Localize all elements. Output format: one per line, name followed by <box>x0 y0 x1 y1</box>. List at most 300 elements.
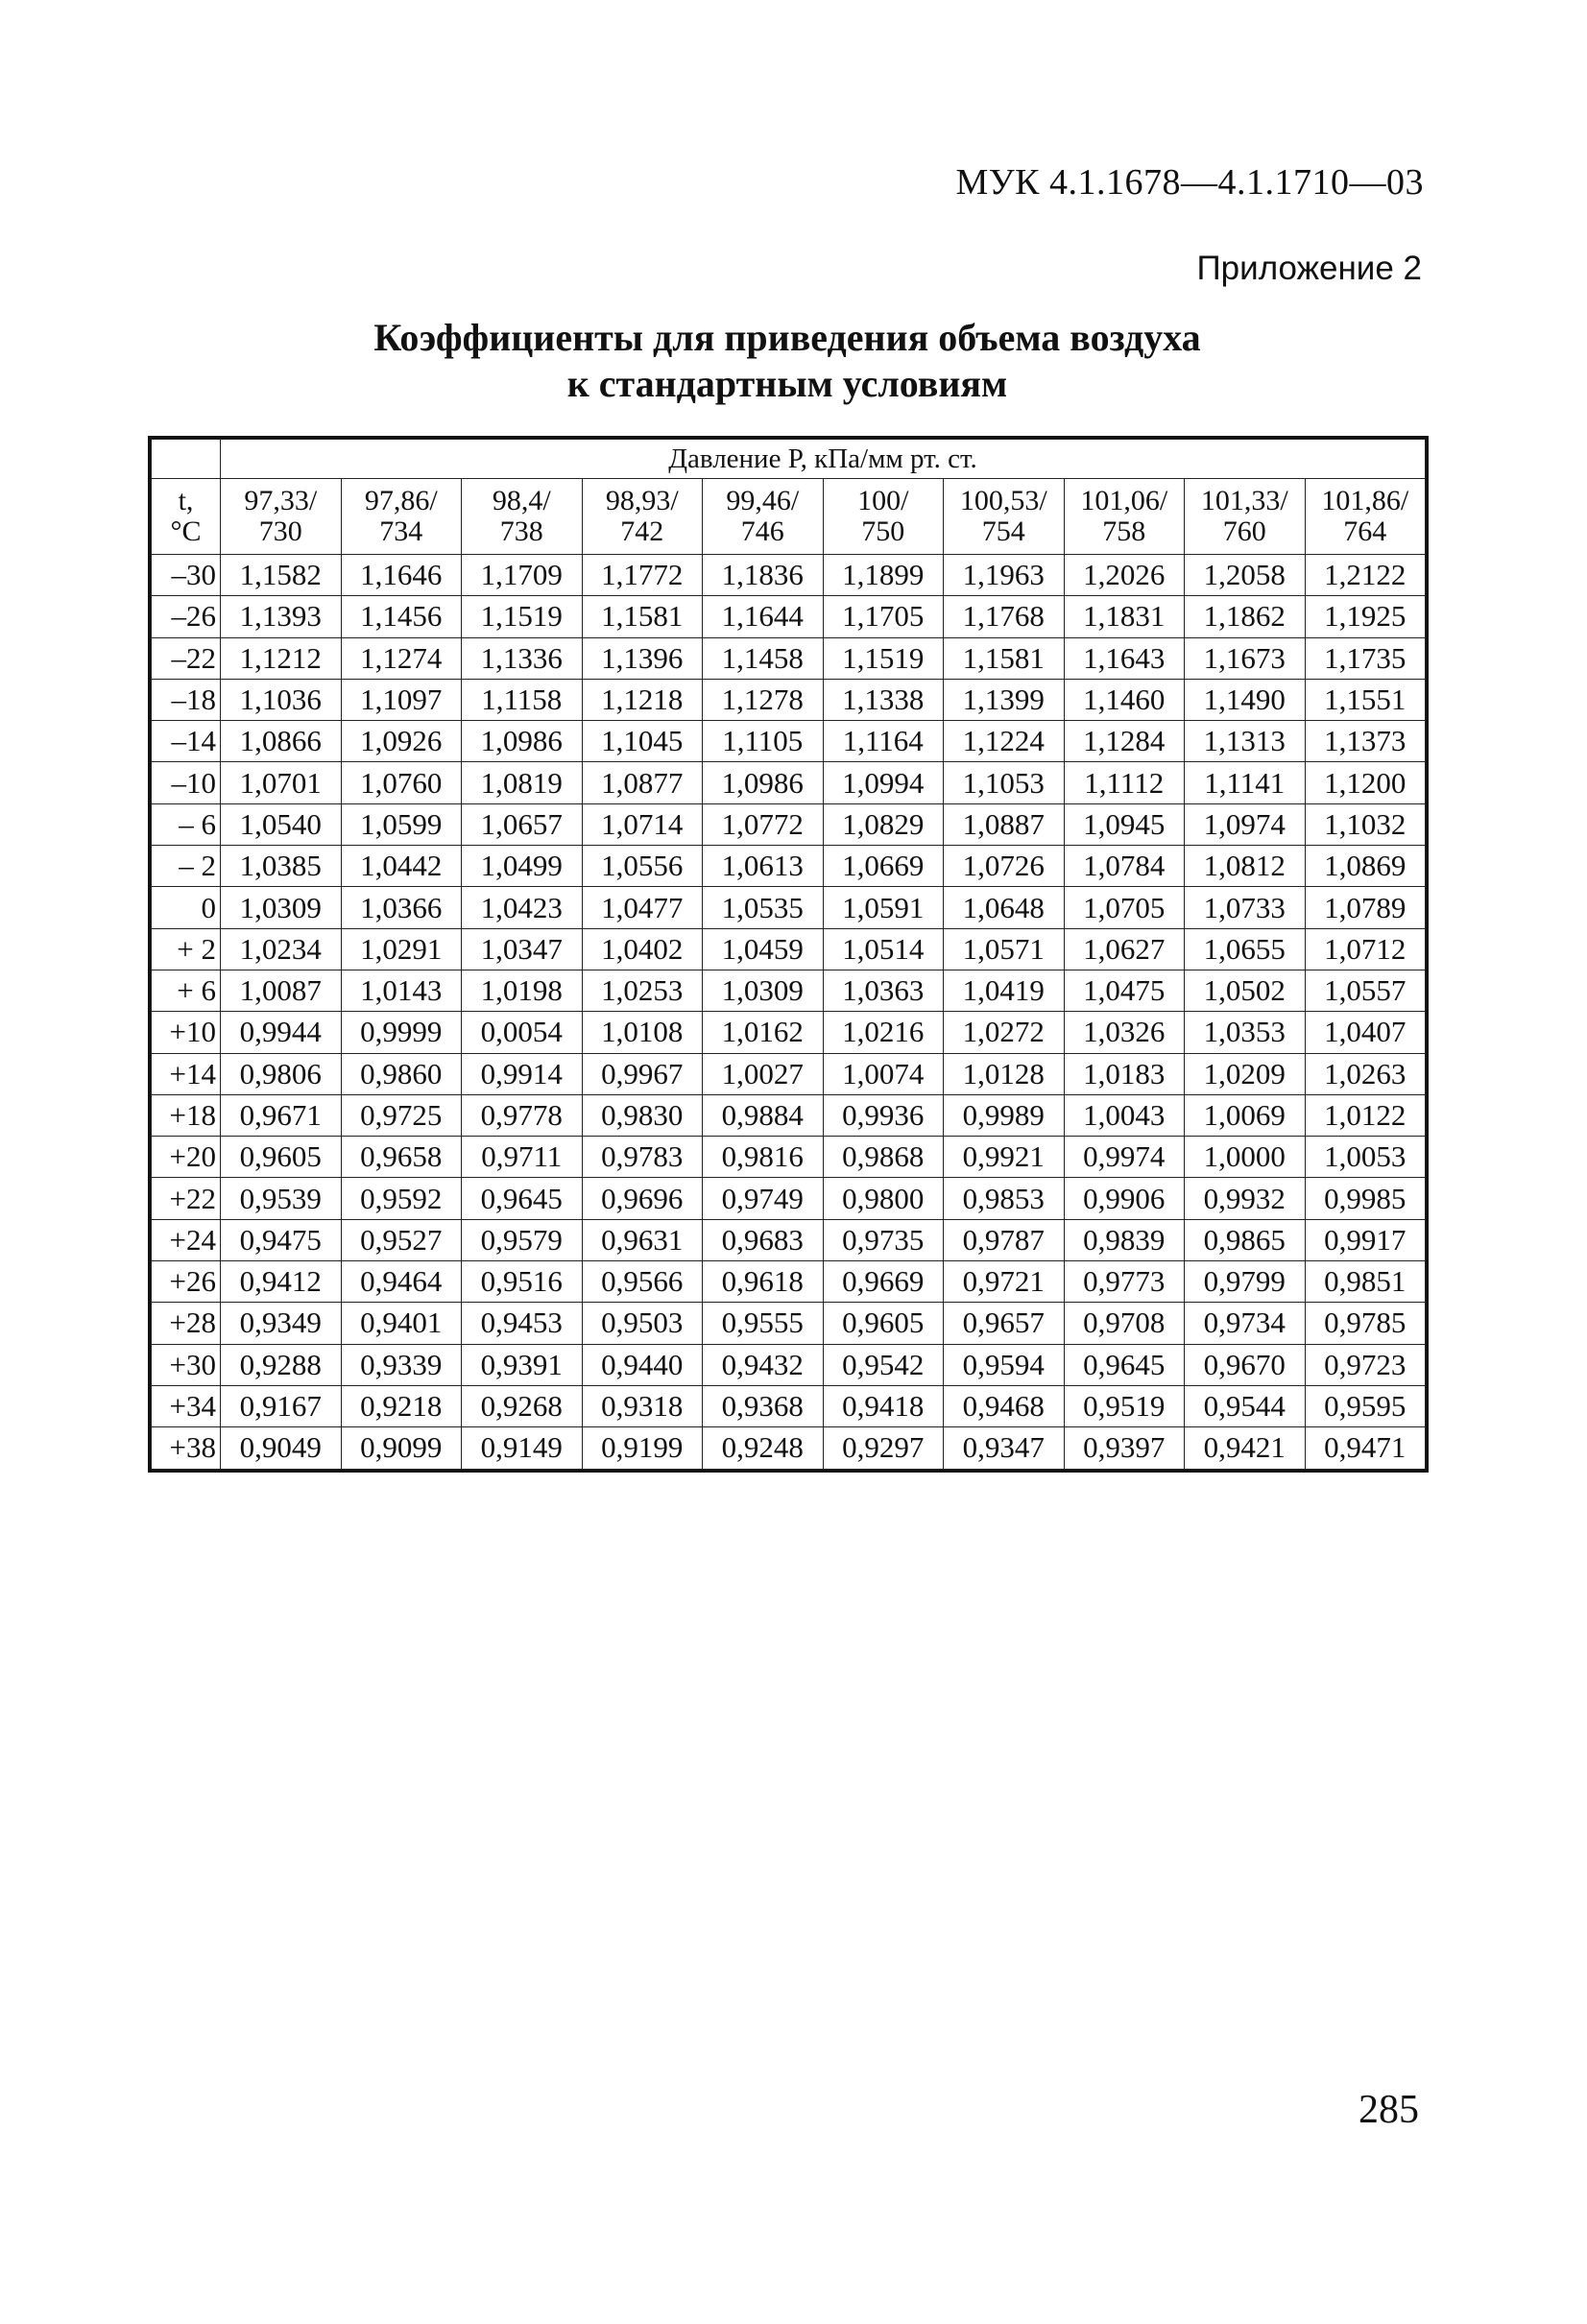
coefficient-cell: 1,1158 <box>462 679 583 720</box>
coefficient-cell: 0,9167 <box>221 1385 342 1426</box>
coefficient-cell: 1,1519 <box>823 637 944 679</box>
table-row <box>152 1012 1426 1053</box>
coefficient-cell: 1,1460 <box>1064 679 1185 720</box>
coefficient-cell: 0,9868 <box>823 1137 944 1178</box>
coefficient-cell: 0,9368 <box>703 1385 824 1426</box>
coefficient-cell: 1,0353 <box>1185 1012 1306 1053</box>
coefficient-cell: 1,0726 <box>944 846 1065 887</box>
coefficient-cell: 1,0829 <box>823 803 944 845</box>
coefficient-cell: 0,9932 <box>1185 1178 1306 1219</box>
coefficient-cell: 1,1224 <box>944 721 1065 762</box>
pressure-mmhg: 738 <box>499 515 543 547</box>
coefficient-cell: 1,0053 <box>1305 1137 1426 1178</box>
coefficient-cell: 0,9468 <box>944 1385 1065 1426</box>
coefficient-cell: 1,0209 <box>1185 1053 1306 1094</box>
temperature-cell: +10 <box>152 1012 221 1053</box>
coefficient-cell: 0,9799 <box>1185 1261 1306 1303</box>
coefficient-cell: 1,0363 <box>823 970 944 1011</box>
temperature-cell: +34 <box>152 1385 221 1426</box>
coefficient-cell: 0,9475 <box>221 1219 342 1260</box>
coefficient-cell: 1,0216 <box>823 1012 944 1053</box>
coefficient-cell: 1,1582 <box>221 555 342 596</box>
pressure-mmhg: 750 <box>861 515 905 547</box>
pressure-mmhg: 730 <box>258 515 302 547</box>
coefficient-cell: 0,9631 <box>582 1219 703 1260</box>
coefficient-cell: 1,0143 <box>341 970 462 1011</box>
coefficient-cell: 1,0407 <box>1305 1012 1426 1053</box>
pressure-column-header <box>341 479 462 555</box>
coefficient-cell: 0,9696 <box>582 1178 703 1219</box>
pressure-kpa: 97,33/ <box>244 485 318 516</box>
coefficient-cell: 0,9339 <box>341 1344 462 1385</box>
coefficient-cell: 1,1045 <box>582 721 703 762</box>
coefficient-cell: 1,0994 <box>823 762 944 803</box>
coefficient-cell: 0,9645 <box>462 1178 583 1219</box>
coefficient-cell: 0,9297 <box>823 1427 944 1469</box>
coefficient-cell: 1,0613 <box>703 846 824 887</box>
coefficient-cell: 1,0733 <box>1185 887 1306 928</box>
coefficient-cell: 1,0423 <box>462 887 583 928</box>
coefficient-cell: 1,0877 <box>582 762 703 803</box>
coefficient-cell: 1,0657 <box>462 803 583 845</box>
coefficient-cell: 1,0069 <box>1185 1094 1306 1136</box>
coefficient-cell: 0,9595 <box>1305 1385 1426 1426</box>
coefficient-cell: 1,1581 <box>944 637 1065 679</box>
coefficient-cell: 1,0291 <box>341 928 462 970</box>
coefficient-cell: 1,0669 <box>823 846 944 887</box>
coefficient-cell: 1,0556 <box>582 846 703 887</box>
table-row <box>152 1094 1426 1136</box>
coefficient-cell: 0,9566 <box>582 1261 703 1303</box>
table-row <box>152 1427 1426 1469</box>
temperature-cell: +22 <box>152 1178 221 1219</box>
coefficient-cell: 1,0648 <box>944 887 1065 928</box>
coefficient-cell: 1,0234 <box>221 928 342 970</box>
coefficient-cell: 1,0789 <box>1305 887 1426 928</box>
coefficient-cell: 1,0705 <box>1064 887 1185 928</box>
pressure-mmhg: 758 <box>1102 515 1146 547</box>
coefficient-cell: 0,9657 <box>944 1303 1065 1344</box>
coefficient-cell: 0,9936 <box>823 1094 944 1136</box>
coefficient-cell: 1,0591 <box>823 887 944 928</box>
temperature-cell: –22 <box>152 637 221 679</box>
coefficient-cell: 1,0309 <box>221 887 342 928</box>
pressure-mmhg: 754 <box>981 515 1025 547</box>
coefficient-cell: 0,9884 <box>703 1094 824 1136</box>
coefficient-cell: 1,0945 <box>1064 803 1185 845</box>
coefficient-cell: 1,0784 <box>1064 846 1185 887</box>
temperature-cell: –26 <box>152 596 221 637</box>
temperature-cell: –14 <box>152 721 221 762</box>
coefficient-cell: 1,1490 <box>1185 679 1306 720</box>
coefficient-cell: 1,0502 <box>1185 970 1306 1011</box>
coefficient-cell: 0,9944 <box>221 1012 342 1053</box>
coefficient-cell: 0,9785 <box>1305 1303 1426 1344</box>
coefficient-cell: 1,1709 <box>462 555 583 596</box>
coefficient-cell: 0,9778 <box>462 1094 583 1136</box>
coefficient-cell: 1,0712 <box>1305 928 1426 970</box>
table-row <box>152 679 1426 720</box>
coefficient-cell: 0,9519 <box>1064 1385 1185 1426</box>
coefficient-cell: 0,9708 <box>1064 1303 1185 1344</box>
coefficient-cell: 0,9670 <box>1185 1344 1306 1385</box>
coefficient-cell: 0,9967 <box>582 1053 703 1094</box>
pressure-mmhg: 742 <box>620 515 664 547</box>
coefficient-cell: 0,9592 <box>341 1178 462 1219</box>
coefficient-cell: 1,1963 <box>944 555 1065 596</box>
coefficient-cell: 1,0986 <box>703 762 824 803</box>
coefficient-cell: 1,1105 <box>703 721 824 762</box>
coefficient-cell: 0,9542 <box>823 1344 944 1385</box>
pressure-kpa: 100/ <box>857 485 909 516</box>
temperature-cell: +24 <box>152 1219 221 1260</box>
coefficient-cell: 1,0514 <box>823 928 944 970</box>
coefficient-cell: 1,0540 <box>221 803 342 845</box>
coefficient-cell: 1,1313 <box>1185 721 1306 762</box>
coefficient-cell: 1,0263 <box>1305 1053 1426 1094</box>
coefficient-cell: 0,9199 <box>582 1427 703 1469</box>
coefficient-cell: 1,1053 <box>944 762 1065 803</box>
table-row <box>152 803 1426 845</box>
coefficient-cell: 1,1831 <box>1064 596 1185 637</box>
coefficient-cell: 0,9658 <box>341 1137 462 1178</box>
coefficient-cell: 0,9555 <box>703 1303 824 1344</box>
coefficient-cell: 0,9349 <box>221 1303 342 1344</box>
coefficient-cell: 0,9432 <box>703 1344 824 1385</box>
coefficient-cell: 0,9605 <box>221 1137 342 1178</box>
page-number: 285 <box>1359 2088 1419 2132</box>
coefficient-cell: 0,9787 <box>944 1219 1065 1260</box>
coefficient-cell: 0,9725 <box>341 1094 462 1136</box>
coefficient-cell: 0,9914 <box>462 1053 583 1094</box>
coefficient-cell: 0,9906 <box>1064 1178 1185 1219</box>
coefficient-cell: 1,1396 <box>582 637 703 679</box>
temperature-cell: –18 <box>152 679 221 720</box>
coefficient-cell: 1,0385 <box>221 846 342 887</box>
title-line-2: к стандартным условиям <box>566 362 1008 405</box>
coefficient-cell: 0,9671 <box>221 1094 342 1136</box>
table-row <box>152 970 1426 1011</box>
table-body <box>152 555 1426 1470</box>
pressure-kpa: 98,4/ <box>492 485 551 516</box>
corner-cell <box>152 440 221 479</box>
coefficient-cell: 0,9049 <box>221 1427 342 1469</box>
coefficient-cell: 1,2026 <box>1064 555 1185 596</box>
coefficient-cell: 0,9453 <box>462 1303 583 1344</box>
coefficient-cell: 0,9347 <box>944 1427 1065 1469</box>
coefficient-cell: 0,9544 <box>1185 1385 1306 1426</box>
coefficient-cell: 1,1032 <box>1305 803 1426 845</box>
coefficient-cell: 1,1393 <box>221 596 342 637</box>
coefficient-cell: 1,0926 <box>341 721 462 762</box>
coefficient-cell: 1,1899 <box>823 555 944 596</box>
coefficient-cell: 1,1336 <box>462 637 583 679</box>
coefficient-cell: 0,9734 <box>1185 1303 1306 1344</box>
table-row <box>152 637 1426 679</box>
coefficient-cell: 0,9800 <box>823 1178 944 1219</box>
coefficient-cell: 1,1519 <box>462 596 583 637</box>
coefficient-cell: 1,0366 <box>341 887 462 928</box>
temperature-cell: +26 <box>152 1261 221 1303</box>
temperature-cell: – 6 <box>152 803 221 845</box>
coefficient-cell: 0,9401 <box>341 1303 462 1344</box>
table-row <box>152 596 1426 637</box>
coefficient-cell: 0,9218 <box>341 1385 462 1426</box>
coefficient-cell: 1,0869 <box>1305 846 1426 887</box>
pressure-column-header <box>1305 479 1426 555</box>
coefficient-cell: 1,0887 <box>944 803 1065 845</box>
coefficient-cell: 1,0442 <box>341 846 462 887</box>
page-title <box>144 315 1431 407</box>
coefficient-cell: 0,9860 <box>341 1053 462 1094</box>
coefficient-cell: 0,9865 <box>1185 1219 1306 1260</box>
table-row <box>152 1137 1426 1178</box>
temperature-cell: +18 <box>152 1094 221 1136</box>
table-row <box>152 555 1426 596</box>
coefficients-table-frame <box>148 436 1429 1473</box>
coefficient-cell: 0,9974 <box>1064 1137 1185 1178</box>
temperature-cell: + 2 <box>152 928 221 970</box>
pressure-mmhg: 746 <box>740 515 784 547</box>
pressure-mmhg: 734 <box>379 515 423 547</box>
appendix-label: Приложение 2 <box>1196 250 1422 287</box>
temperature-cell: +28 <box>152 1303 221 1344</box>
coefficient-cell: 1,0599 <box>341 803 462 845</box>
table-row <box>152 721 1426 762</box>
coefficient-cell: 0,9471 <box>1305 1427 1426 1469</box>
coefficient-cell: 0,9816 <box>703 1137 824 1178</box>
table-row <box>152 1303 1426 1344</box>
coefficient-cell: 1,1458 <box>703 637 824 679</box>
coefficient-cell: 1,1373 <box>1305 721 1426 762</box>
coefficient-cell: 0,9579 <box>462 1219 583 1260</box>
coefficient-cell: 1,1644 <box>703 596 824 637</box>
coefficient-cell: 1,0326 <box>1064 1012 1185 1053</box>
coefficient-cell: 1,1768 <box>944 596 1065 637</box>
pressure-kpa: 101,33/ <box>1200 485 1288 516</box>
coefficient-cell: 1,1551 <box>1305 679 1426 720</box>
coefficient-cell: 1,1836 <box>703 555 824 596</box>
coefficient-cell: 0,9853 <box>944 1178 1065 1219</box>
coefficient-cell: 0,9830 <box>582 1094 703 1136</box>
temperature-cell: +20 <box>152 1137 221 1178</box>
coefficient-cell: 1,1862 <box>1185 596 1306 637</box>
table-row <box>152 1219 1426 1260</box>
coefficient-cell: 1,0772 <box>703 803 824 845</box>
coefficient-cell: 1,0419 <box>944 970 1065 1011</box>
temperature-header-line-2: °C <box>170 515 202 547</box>
coefficient-cell: 0,9318 <box>582 1385 703 1426</box>
coefficient-cell: 0,9288 <box>221 1344 342 1385</box>
coefficient-cell: 0,9503 <box>582 1303 703 1344</box>
pressure-kpa: 101,86/ <box>1321 485 1409 516</box>
pressure-column-header <box>462 479 583 555</box>
coefficient-cell: 1,0655 <box>1185 928 1306 970</box>
temperature-cell: –10 <box>152 762 221 803</box>
pressure-column-header <box>1185 479 1306 555</box>
coefficient-cell: 1,0108 <box>582 1012 703 1053</box>
table-row <box>152 1385 1426 1426</box>
coefficient-cell: 0,9391 <box>462 1344 583 1385</box>
coefficient-cell: 0,9749 <box>703 1178 824 1219</box>
coefficient-cell: 1,0459 <box>703 928 824 970</box>
coefficient-cell: 1,1278 <box>703 679 824 720</box>
coefficient-cell: 1,1646 <box>341 555 462 596</box>
coefficient-cell: 1,0627 <box>1064 928 1185 970</box>
coefficient-cell: 1,0087 <box>221 970 342 1011</box>
coefficient-cell: 1,1643 <box>1064 637 1185 679</box>
coefficient-cell: 1,0866 <box>221 721 342 762</box>
table-row <box>152 762 1426 803</box>
coefficient-cell: 1,1212 <box>221 637 342 679</box>
title-line-1: Коэффициенты для приведения объема воздуха <box>373 316 1201 359</box>
coefficient-cell: 1,1772 <box>582 555 703 596</box>
coefficient-cell: 1,0499 <box>462 846 583 887</box>
coefficient-cell: 1,1673 <box>1185 637 1306 679</box>
coefficient-cell: 1,0128 <box>944 1053 1065 1094</box>
pressure-column-header <box>823 479 944 555</box>
coefficient-cell: 0,9421 <box>1185 1427 1306 1469</box>
coefficient-cell: 1,0535 <box>703 887 824 928</box>
coefficient-cell: 1,1036 <box>221 679 342 720</box>
coefficient-cell: 1,0571 <box>944 928 1065 970</box>
coefficient-cell: 1,0253 <box>582 970 703 1011</box>
coefficients-table <box>151 439 1426 1470</box>
table-row <box>152 1053 1426 1094</box>
pressure-caption-row <box>152 440 1426 479</box>
table-row <box>152 887 1426 928</box>
coefficient-cell: 0,9594 <box>944 1344 1065 1385</box>
coefficient-cell: 1,1284 <box>1064 721 1185 762</box>
coefficient-cell: 1,1141 <box>1185 762 1306 803</box>
temperature-cell: 0 <box>152 887 221 928</box>
table-row <box>152 846 1426 887</box>
coefficient-cell: 0,9605 <box>823 1303 944 1344</box>
table-row <box>152 1178 1426 1219</box>
coefficient-cell: 1,1112 <box>1064 762 1185 803</box>
table-row <box>152 1261 1426 1303</box>
coefficient-cell: 0,9539 <box>221 1178 342 1219</box>
pressure-column-header <box>703 479 824 555</box>
pressure-mmhg: 760 <box>1222 515 1266 547</box>
coefficient-cell: 0,9527 <box>341 1219 462 1260</box>
coefficient-cell: 1,0074 <box>823 1053 944 1094</box>
coefficient-cell: 1,1581 <box>582 596 703 637</box>
table-row <box>152 928 1426 970</box>
coefficient-cell: 1,0557 <box>1305 970 1426 1011</box>
coefficient-cell: 0,9985 <box>1305 1178 1426 1219</box>
coefficient-cell: 1,0760 <box>341 762 462 803</box>
temperature-header <box>152 479 221 555</box>
coefficient-cell: 0,9999 <box>341 1012 462 1053</box>
pressure-kpa: 101,06/ <box>1080 485 1168 516</box>
coefficient-cell: 1,1338 <box>823 679 944 720</box>
coefficient-cell: 0,9851 <box>1305 1261 1426 1303</box>
pressure-column-header <box>582 479 703 555</box>
coefficient-cell: 1,0986 <box>462 721 583 762</box>
pressure-column-header <box>1064 479 1185 555</box>
coefficient-cell: 0,9248 <box>703 1427 824 1469</box>
coefficient-cell: 1,1200 <box>1305 762 1426 803</box>
coefficient-cell: 1,0819 <box>462 762 583 803</box>
coefficient-cell: 0,9683 <box>703 1219 824 1260</box>
coefficient-cell: 1,1456 <box>341 596 462 637</box>
temperature-header-line-1: t, <box>178 485 194 516</box>
coefficient-cell: 0,9921 <box>944 1137 1065 1178</box>
temperature-cell: –30 <box>152 555 221 596</box>
coefficient-cell: 0,9783 <box>582 1137 703 1178</box>
coefficient-cell: 0,9669 <box>823 1261 944 1303</box>
pressure-column-header <box>221 479 342 555</box>
coefficient-cell: 0,9806 <box>221 1053 342 1094</box>
coefficient-cell: 1,1164 <box>823 721 944 762</box>
coefficient-cell: 1,1735 <box>1305 637 1426 679</box>
coefficient-cell: 1,0272 <box>944 1012 1065 1053</box>
coefficient-cell: 0,9723 <box>1305 1344 1426 1385</box>
coefficient-cell: 1,0162 <box>703 1012 824 1053</box>
coefficient-cell: 0,9917 <box>1305 1219 1426 1260</box>
coefficient-cell: 1,1218 <box>582 679 703 720</box>
coefficient-cell: 0,9516 <box>462 1261 583 1303</box>
coefficient-cell: 0,9099 <box>341 1427 462 1469</box>
pressure-kpa: 99,46/ <box>726 485 800 516</box>
temperature-cell: +30 <box>152 1344 221 1385</box>
coefficient-cell: 1,0714 <box>582 803 703 845</box>
coefficient-cell: 1,0043 <box>1064 1094 1185 1136</box>
coefficient-cell: 1,0701 <box>221 762 342 803</box>
document-code: МУК 4.1.1678—4.1.1710—03 <box>955 162 1424 203</box>
coefficient-cell: 1,1705 <box>823 596 944 637</box>
coefficient-cell: 0,0054 <box>462 1012 583 1053</box>
coefficient-cell: 1,0477 <box>582 887 703 928</box>
coefficient-cell: 1,1274 <box>341 637 462 679</box>
coefficient-cell: 1,0027 <box>703 1053 824 1094</box>
coefficient-cell: 0,9773 <box>1064 1261 1185 1303</box>
coefficient-cell: 1,1399 <box>944 679 1065 720</box>
coefficient-cell: 1,0000 <box>1185 1137 1306 1178</box>
coefficient-cell: 0,9397 <box>1064 1427 1185 1469</box>
coefficient-cell: 0,9618 <box>703 1261 824 1303</box>
temperature-cell: +38 <box>152 1427 221 1469</box>
coefficient-cell: 1,0309 <box>703 970 824 1011</box>
pressure-column-header <box>944 479 1065 555</box>
coefficient-cell: 1,0183 <box>1064 1053 1185 1094</box>
temperature-cell: +14 <box>152 1053 221 1094</box>
column-header-row <box>152 479 1426 555</box>
coefficient-cell: 1,2058 <box>1185 555 1306 596</box>
coefficient-cell: 0,9721 <box>944 1261 1065 1303</box>
coefficient-cell: 0,9440 <box>582 1344 703 1385</box>
pressure-kpa: 100,53/ <box>959 485 1047 516</box>
coefficient-cell: 0,9645 <box>1064 1344 1185 1385</box>
coefficient-cell: 0,9989 <box>944 1094 1065 1136</box>
pressure-caption: Давление P, кПа/мм рт. ст. <box>221 440 1426 479</box>
coefficient-cell: 1,0122 <box>1305 1094 1426 1136</box>
coefficient-cell: 1,0812 <box>1185 846 1306 887</box>
coefficient-cell: 1,2122 <box>1305 555 1426 596</box>
coefficient-cell: 1,0974 <box>1185 803 1306 845</box>
coefficient-cell: 0,9412 <box>221 1261 342 1303</box>
coefficient-cell: 0,9711 <box>462 1137 583 1178</box>
coefficient-cell: 0,9268 <box>462 1385 583 1426</box>
pressure-kpa: 98,93/ <box>605 485 679 516</box>
coefficient-cell: 1,0475 <box>1064 970 1185 1011</box>
temperature-cell: + 6 <box>152 970 221 1011</box>
coefficient-cell: 0,9149 <box>462 1427 583 1469</box>
table-row <box>152 1344 1426 1385</box>
coefficient-cell: 1,1097 <box>341 679 462 720</box>
pressure-kpa: 97,86/ <box>364 485 438 516</box>
